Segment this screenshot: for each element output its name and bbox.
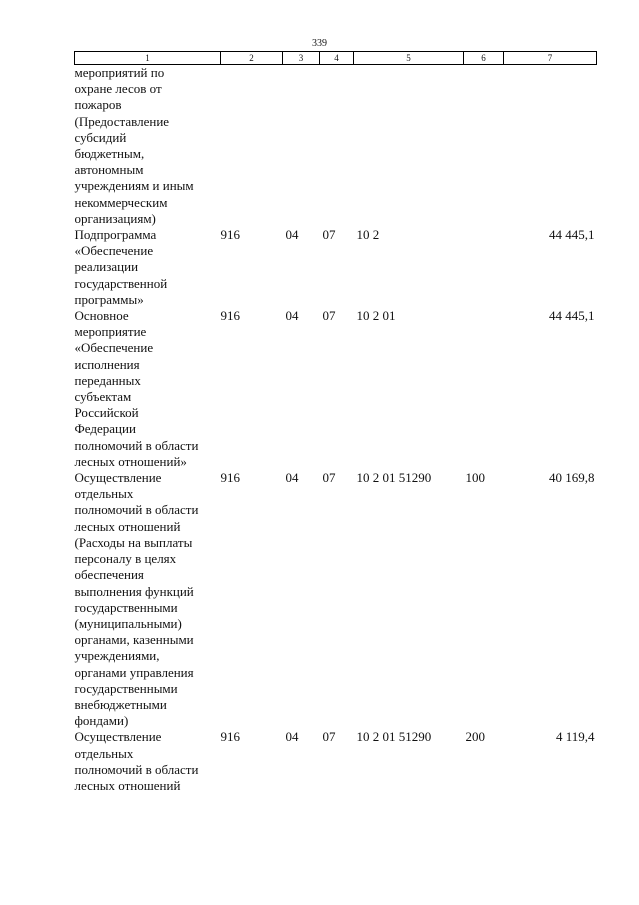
item-name-line: бюджетным,: [74, 146, 145, 162]
amount-cell: 4 119,4: [555, 729, 595, 745]
item-name-line: лесных отношений»: [74, 453, 187, 469]
item-name-line: мероприятий по: [74, 65, 165, 80]
column-header: 5: [354, 52, 464, 65]
expense-type-cell: 100: [465, 470, 485, 486]
item-name-line: отдельных: [74, 486, 134, 502]
column-header: 3: [283, 52, 320, 65]
item-name-cell: [75, 227, 221, 308]
target-article-cell: [354, 65, 464, 228]
item-name-line: мероприятие: [74, 324, 147, 340]
item-name-line: полномочий в области: [74, 502, 199, 518]
item-name-line: отдельных: [74, 745, 134, 761]
section-code-cell: 04: [285, 729, 299, 745]
page-number: 339: [312, 38, 327, 49]
ministry-code-cell: 916: [220, 470, 240, 486]
item-name-line: фондами): [74, 713, 129, 729]
section-code-cell: 04: [285, 227, 299, 243]
item-name-line: полномочий в области: [74, 437, 199, 453]
item-name-line: переданных: [74, 372, 141, 388]
item-name-line: Федерации: [74, 421, 136, 437]
section-code-cell: 04: [285, 470, 299, 486]
item-name-line: Подпрограмма: [74, 227, 157, 243]
expense-type-cell: [464, 227, 504, 308]
column-header: 4: [320, 52, 354, 65]
item-name-line: государственной: [74, 275, 168, 291]
item-name-line: охране лесов от: [74, 81, 162, 97]
item-name-line: некоммерческим: [74, 194, 168, 210]
item-name-line: (муниципальными): [74, 615, 182, 631]
column-number-header-row: [75, 52, 597, 65]
item-name-line: Осуществление: [74, 470, 162, 486]
table-row: [75, 729, 597, 794]
table-row: [75, 308, 597, 470]
item-name-line: исполнения: [74, 356, 140, 372]
table-row: [75, 470, 597, 729]
item-name-cell: [75, 308, 221, 470]
item-name-line: внебюджетными: [74, 696, 167, 712]
item-name-line: субсидий: [74, 129, 127, 145]
item-name-line: персоналу в целях: [74, 551, 177, 567]
item-name-line: организациям): [74, 210, 156, 226]
expense-type-cell: [464, 65, 504, 228]
item-name-line: реализации: [74, 259, 139, 275]
ministry-code-cell: [221, 65, 283, 228]
item-name-cell: [75, 65, 221, 228]
item-name-line: обеспечения: [74, 567, 144, 583]
table-row: [75, 227, 597, 308]
item-name-line: «Обеспечение: [74, 243, 154, 259]
ministry-code-cell: 916: [220, 227, 240, 243]
item-name-line: государственными: [74, 599, 178, 615]
column-header: 7: [504, 52, 597, 65]
expense-type-cell: [464, 308, 504, 470]
amount-cell: [504, 65, 597, 228]
item-name-line: государственными: [74, 680, 178, 696]
target-article-cell: 10 2 01 51290: [356, 729, 432, 745]
subsection-code-cell: 07: [322, 729, 336, 745]
item-name-line: органами управления: [74, 664, 194, 680]
item-name-cell: [75, 470, 221, 729]
amount-cell: 44 445,1: [549, 227, 595, 243]
expense-type-cell: 200: [465, 729, 485, 745]
item-name-line: программы»: [74, 291, 144, 307]
column-header: 2: [221, 52, 283, 65]
section-code-cell: 04: [285, 308, 299, 324]
subsection-code-cell: 07: [322, 308, 336, 324]
table-body: [75, 65, 597, 795]
item-name-line: субъектам: [74, 389, 132, 405]
table-row: [75, 65, 597, 228]
item-name-line: учреждениями,: [74, 648, 160, 664]
subsection-code-cell: 07: [322, 470, 336, 486]
item-name-line: Осуществление: [74, 729, 162, 745]
item-name-line: «Обеспечение: [74, 340, 154, 356]
target-article-cell: 10 2 01: [356, 308, 396, 324]
item-name-line: выполнения функций: [74, 583, 194, 599]
item-name-line: (Предоставление: [74, 113, 170, 129]
item-name-line: органами, казенными: [74, 632, 194, 648]
item-name-line: Российской: [74, 405, 139, 421]
subsection-code-cell: 07: [322, 227, 336, 243]
item-name-line: учреждениям и иным: [74, 178, 194, 194]
ministry-code-cell: 916: [220, 308, 240, 324]
item-name-cell: [75, 729, 221, 794]
item-name-line: лесных отношений: [74, 518, 181, 534]
item-name-line: лесных отношений: [74, 777, 181, 793]
item-name-line: полномочий в области: [74, 761, 199, 777]
target-article-cell: 10 2: [356, 227, 380, 243]
section-code-cell: [283, 65, 320, 228]
target-article-cell: 10 2 01 51290: [356, 470, 432, 486]
column-header: 1: [75, 52, 221, 65]
amount-cell: 44 445,1: [549, 308, 595, 324]
ministry-code-cell: 916: [220, 729, 240, 745]
subsection-code-cell: [320, 65, 354, 228]
item-name-line: (Расходы на выплаты: [74, 534, 193, 550]
item-name-line: автономным: [74, 162, 144, 178]
amount-cell: 40 169,8: [549, 470, 595, 486]
item-name-line: пожаров: [74, 97, 122, 113]
budget-table: [74, 51, 597, 794]
item-name-line: Основное: [74, 308, 129, 324]
column-header: 6: [464, 52, 504, 65]
